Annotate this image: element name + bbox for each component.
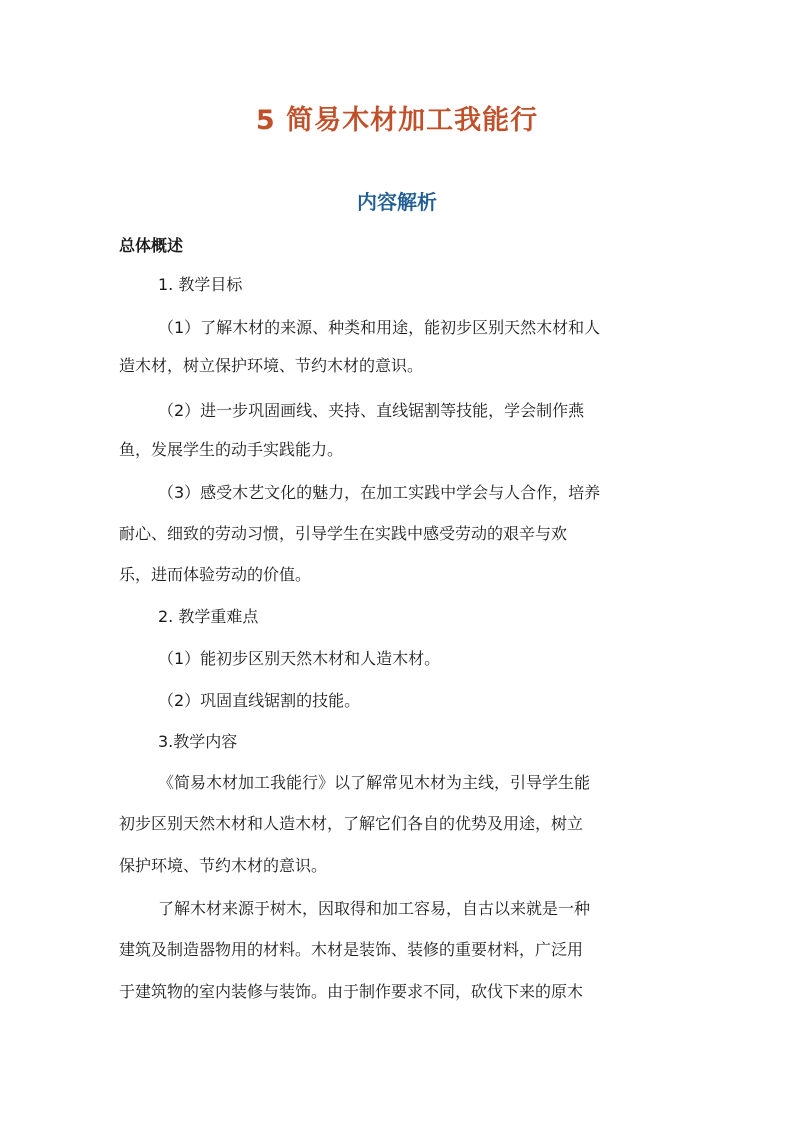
paragraph-line: 了解木材来源于树木，因取得和加工容易，自古以来就是一种 bbox=[158, 899, 591, 918]
paragraph-line: 鱼，发展学生的动手实践能力。 bbox=[119, 440, 344, 459]
paragraph-line: （3）感受木艺文化的魅力，在加工实践中学会与人合作，培养 bbox=[158, 483, 601, 502]
paragraph-line: 《简易木材加工我能行》以了解常见木材为主线，引导学生能 bbox=[158, 773, 591, 792]
paragraph-line: （1）能初步区别天然木材和人造木材。 bbox=[158, 649, 441, 668]
document-title: 5 简易木材加工我能行 bbox=[255, 105, 539, 136]
paragraph-line: （2）巩固直线锯割的技能。 bbox=[158, 691, 361, 710]
paragraph-line: 耐心、细致的劳动习惯，引导学生在实践中感受劳动的艰辛与欢 bbox=[119, 524, 568, 543]
paragraph-line: 于建筑物的室内装修与装饰。由于制作要求不同，砍伐下来的原木 bbox=[119, 982, 584, 1001]
paragraph-line: 乐，进而体验劳动的价值。 bbox=[119, 565, 312, 584]
paragraph-line: 初步区别天然木材和人造木材，了解它们各自的优势及用途，树立 bbox=[119, 814, 584, 833]
paragraph-line: （2）进一步巩固画线、夹持、直线锯割等技能，学会制作燕 bbox=[158, 401, 585, 420]
overview-heading: 总体概述 bbox=[119, 236, 184, 255]
paragraph-line: 造木材，树立保护环境、节约木材的意识。 bbox=[119, 356, 424, 375]
heading-teaching-goals: 1. 教学目标 bbox=[158, 275, 243, 294]
paragraph-line: 建筑及制造器物用的材料。木材是装饰、装修的重要材料，广泛用 bbox=[119, 940, 584, 959]
heading-teaching-content: 3.教学内容 bbox=[158, 732, 238, 751]
paragraph-line: 保护环境、节约木材的意识。 bbox=[119, 856, 328, 875]
paragraph-line: （1）了解木材的来源、种类和用途，能初步区别天然木材和人 bbox=[158, 318, 601, 337]
section-subtitle: 内容解析 bbox=[357, 190, 437, 214]
heading-key-points: 2. 教学重难点 bbox=[158, 607, 259, 626]
